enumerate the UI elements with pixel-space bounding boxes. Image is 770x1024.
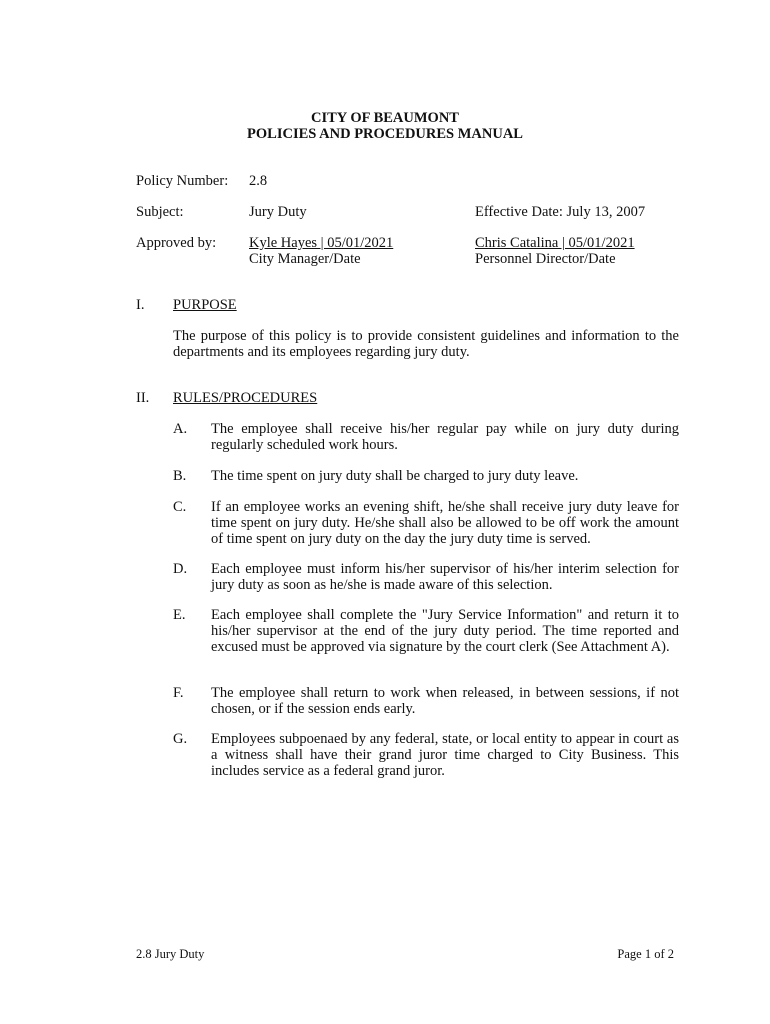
purpose-numeral: I. xyxy=(136,297,145,313)
policy-number-label: Policy Number: xyxy=(136,173,229,189)
rule-f-text: The employee shall return to work when released, in between sessions, if not chosen, or if the session ends early. xyxy=(211,685,679,717)
header-manual: POLICIES AND PROCEDURES MANUAL xyxy=(247,126,523,142)
rule-c-letter: C. xyxy=(173,499,187,515)
rule-c-text: If an employee works an evening shift, he/she shall receive jury duty leave for time spent on jury duty. He/she shall also be allowed to be off work the amount of time spent on jury duty on the day the jury duty time is served. xyxy=(211,499,679,547)
rule-d-text: Each employee must inform his/her supervisor of his/her interim selection for jury duty as soon as he/she is made aware of this selection. xyxy=(211,561,679,593)
rule-e-letter: E. xyxy=(173,607,186,623)
rule-a-text: The employee shall receive his/her regular pay while on jury duty during regularly scheduled work hours. xyxy=(211,421,679,453)
rule-a-letter: A. xyxy=(173,421,188,437)
effective-date: Effective Date: July 13, 2007 xyxy=(475,204,646,220)
rule-d-letter: D. xyxy=(173,561,188,577)
approved-by-label: Approved by: xyxy=(136,235,217,251)
policy-number-value: 2.8 xyxy=(249,173,268,189)
approver1-signature: Kyle Hayes | 05/01/2021 xyxy=(249,235,394,251)
rules-heading: RULES/PROCEDURES xyxy=(173,390,318,406)
rule-b-text: The time spent on jury duty shall be charged to jury duty leave. xyxy=(211,468,579,484)
footer-title: 2.8 Jury Duty xyxy=(136,947,205,961)
rules-numeral: II. xyxy=(136,390,150,406)
approver1-title: City Manager/Date xyxy=(249,251,361,267)
purpose-text: The purpose of this policy is to provide consistent guidelines and information to the departments and its employees regarding jury duty. xyxy=(173,328,679,360)
rule-f-letter: F. xyxy=(173,685,184,701)
subject-label: Subject: xyxy=(136,204,184,220)
subject-value: Jury Duty xyxy=(249,204,307,220)
header-city: CITY OF BEAUMONT xyxy=(311,110,459,126)
approver2-title: Personnel Director/Date xyxy=(475,251,616,267)
rule-b-letter: B. xyxy=(173,468,187,484)
approver2-signature: Chris Catalina | 05/01/2021 xyxy=(475,235,635,251)
purpose-heading: PURPOSE xyxy=(173,297,237,313)
rule-g-text: Employees subpoenaed by any federal, state, or local entity to appear in court as a witness shall have their grand juror time charged to City Business. This includes service as a federal grand juror. xyxy=(211,731,679,779)
rule-g-letter: G. xyxy=(173,731,188,747)
rule-e-text: Each employee shall complete the "Jury Service Information" and return it to his/her supervisor at the end of the jury duty period. The time reported and excused must be approved via signature by the court clerk (See Attachment A). xyxy=(211,607,679,655)
footer-page-number: Page 1 of 2 xyxy=(617,947,674,961)
